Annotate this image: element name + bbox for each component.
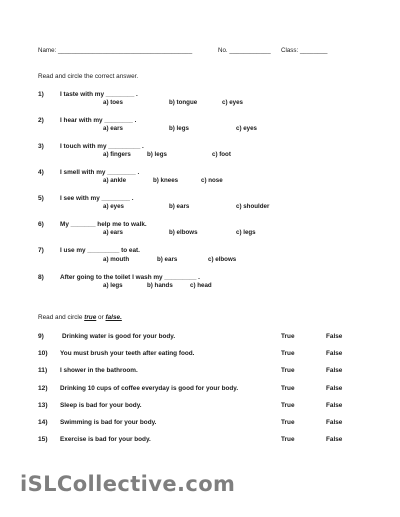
option-a[interactable]: a) ears <box>103 125 123 132</box>
question-number: 4) <box>38 169 44 176</box>
item-number: 11) <box>38 367 48 374</box>
option-c[interactable]: c) foot <box>212 151 231 158</box>
false-option[interactable]: False <box>326 385 343 392</box>
item-number: 12) <box>38 385 48 392</box>
section1-instruction: Read and circle the correct answer. <box>38 73 139 80</box>
false-option[interactable]: False <box>326 333 343 340</box>
class-blank: ________ <box>299 47 328 54</box>
option-a[interactable]: a) eyes <box>103 203 124 210</box>
true-option[interactable]: True <box>281 436 295 443</box>
statement-text: Drinking water is good for your body. <box>62 333 176 340</box>
statement-text: You must brush your teeth after eating food. <box>60 350 195 357</box>
option-b[interactable]: b) ears <box>157 256 178 263</box>
option-a[interactable]: a) legs <box>103 282 123 289</box>
statement-text: Sleep is bad for your body. <box>60 402 142 409</box>
instruction-text: Read and circle <box>38 314 85 321</box>
false-option[interactable]: False <box>326 419 343 426</box>
item-number: 14) <box>38 419 48 426</box>
question-text: I taste with my ________ . <box>60 91 138 98</box>
instruction-or: or <box>96 314 106 321</box>
number-blank: ____________ <box>229 47 271 54</box>
question-number: 8) <box>38 274 44 281</box>
question-number: 1) <box>38 91 44 98</box>
item-number: 15) <box>38 436 48 443</box>
option-b[interactable]: b) hands <box>147 282 173 289</box>
false-option[interactable]: False <box>326 350 343 357</box>
option-c[interactable]: c) elbows <box>208 256 237 263</box>
section2-instruction <box>38 314 122 321</box>
name-field <box>38 47 192 54</box>
option-c[interactable]: c) eyes <box>236 125 257 132</box>
true-option[interactable]: True <box>281 350 295 357</box>
number-label: No. <box>218 47 228 54</box>
option-c[interactable]: c) legs <box>236 229 256 236</box>
option-c[interactable]: c) head <box>190 282 212 289</box>
question-text: I smell with my ________ . <box>60 169 140 176</box>
option-b[interactable]: b) knees <box>153 177 179 184</box>
statement-text: Swimming is bad for your body. <box>60 419 157 426</box>
question-text: I touch with my _________ . <box>60 143 144 150</box>
question-text: I see with my ________ . <box>60 195 134 202</box>
statement-text: Drinking 10 cups of coffee everyday is good for your body. <box>60 385 239 392</box>
true-option[interactable]: True <box>281 385 295 392</box>
question-number: 3) <box>38 143 44 150</box>
question-number: 7) <box>38 247 44 254</box>
option-a[interactable]: a) fingers <box>103 151 131 158</box>
true-option[interactable]: True <box>281 419 295 426</box>
option-b[interactable]: b) ears <box>169 203 190 210</box>
instruction-false-word: false. <box>105 314 122 321</box>
class-field <box>281 47 327 54</box>
name-label: Name: <box>38 47 57 54</box>
question-text: After going to the toilet I wash my _________ . <box>60 274 200 281</box>
class-label: Class: <box>281 47 299 54</box>
true-option[interactable]: True <box>281 367 295 374</box>
option-b[interactable]: b) legs <box>147 151 167 158</box>
false-option[interactable]: False <box>326 367 343 374</box>
question-text: My _______ help me to walk. <box>60 221 147 228</box>
true-option[interactable]: True <box>281 402 295 409</box>
option-b[interactable]: b) elbows <box>169 229 198 236</box>
question-text: I hear with my ________ . <box>60 117 137 124</box>
watermark-logo: iSLCollective.com <box>20 472 236 496</box>
true-option[interactable]: True <box>281 333 295 340</box>
option-b[interactable]: b) legs <box>169 125 189 132</box>
option-a[interactable]: a) ankle <box>103 177 127 184</box>
option-c[interactable]: c) shoulder <box>236 203 270 210</box>
option-a[interactable]: a) toes <box>103 99 123 106</box>
question-number: 5) <box>38 195 44 202</box>
statement-text: I shower in the bathroom. <box>60 367 138 374</box>
question-number: 6) <box>38 221 44 228</box>
item-number: 10) <box>38 350 48 357</box>
option-a[interactable]: a) mouth <box>103 256 130 263</box>
question-text: I use my _________ to eat. <box>60 247 140 254</box>
option-b[interactable]: b) tongue <box>169 99 198 106</box>
false-option[interactable]: False <box>326 436 343 443</box>
instruction-true-word: true <box>84 314 97 321</box>
number-field <box>218 47 271 54</box>
question-number: 2) <box>38 117 44 124</box>
name-blank: _______________________________________ <box>57 47 193 54</box>
item-number: 13) <box>38 402 48 409</box>
false-option[interactable]: False <box>326 402 343 409</box>
option-a[interactable]: a) ears <box>103 229 123 236</box>
option-c[interactable]: c) nose <box>201 177 223 184</box>
item-number: 9) <box>38 333 44 340</box>
option-c[interactable]: c) eyes <box>222 99 243 106</box>
statement-text: Exercise is bad for your body. <box>60 436 151 443</box>
